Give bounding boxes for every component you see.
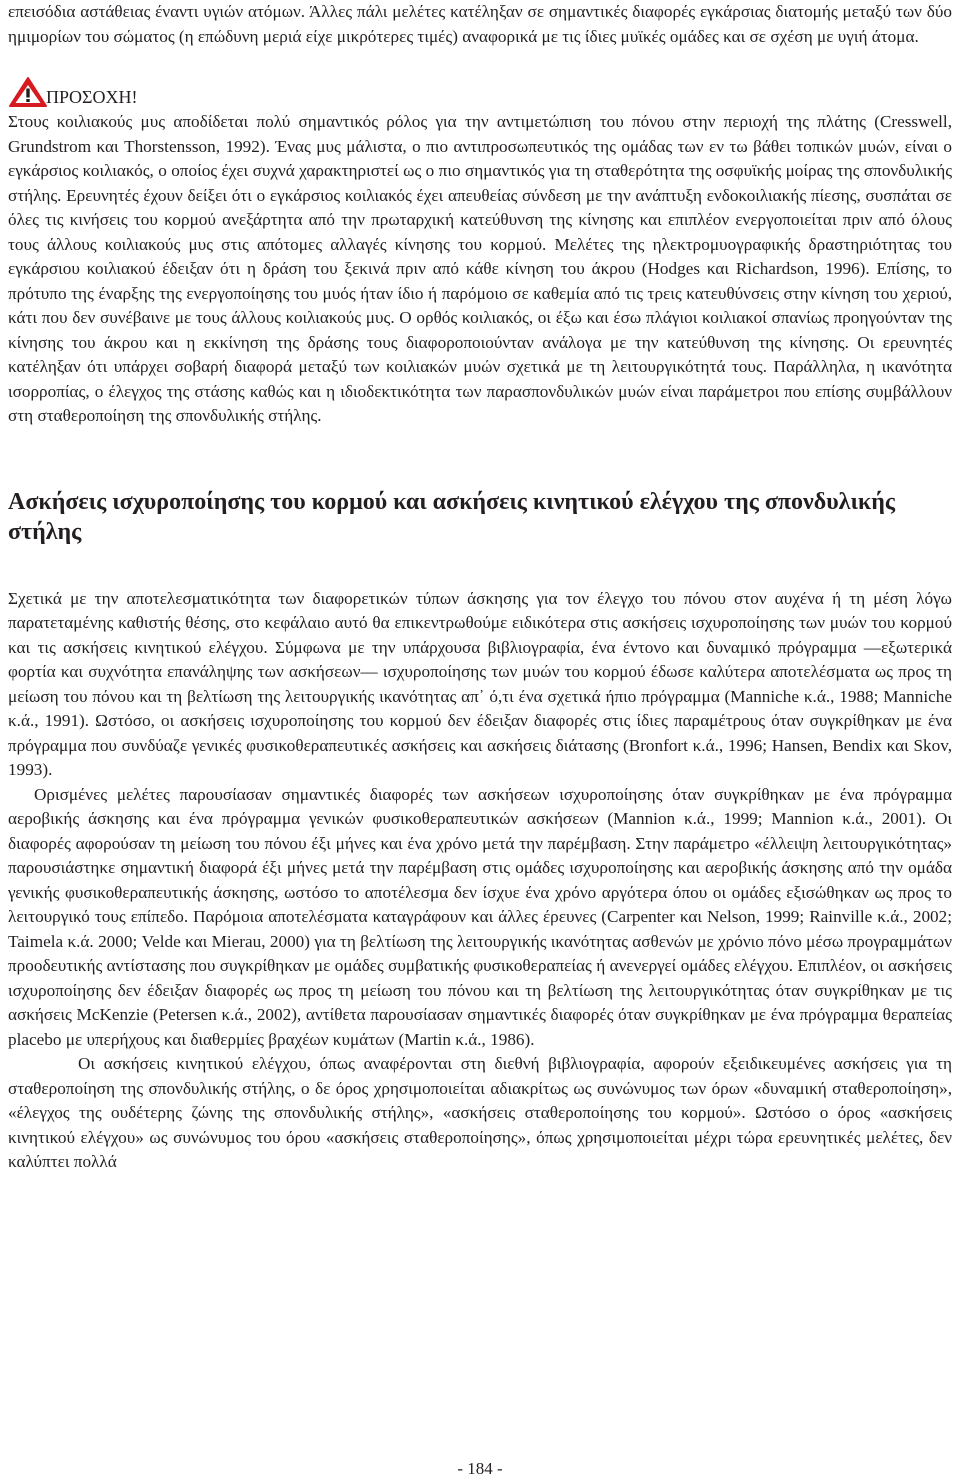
- attention-header: [8, 74, 952, 108]
- intro-paragraph: επεισόδια αστάθειας έναντι υγιών ατόμων. Άλλες πάλι μελέτες κατέληξαν σε σημαντικές διαφορές εγκάρσιας διατομής μεταξύ των δύο ημιμορίων του σώματος (η επώδυνη μεριά είχε μικρότερες τιμές) αναφορικά με τις ίδιες μυϊκές ομάδες και σε σχέση με υγιή άτομα.: [8, 2, 952, 46]
- section-paragraph-3: Οι ασκήσεις κινητικού ελέγχου, όπως αναφέρονται στη διεθνή βιβλιογραφία, αφορούν εξειδικευμένες ασκήσεις για τη σταθεροποίηση της σπονδυλικής στήλης, ο δε όρος χρησιμοποιείται αδιακρίτως ως συνώνυμος των όρων «δυναμική σταθεροποίηση», «έλεγχος της ουδέτερης ζώνης της σπονδυλικής στήλης», «ασκήσεις σταθεροποίησης του κορμού». Ωστόσο ο όρος «ασκήσεις κινητικού ελέγχου» ως συνώνυμος του όρου «ασκήσεις σταθεροποίησης», όπως χρησιμοποιείται μέχρι τώρα ερευνητικές μελέτες, δεν καλύπτει πολλά: [8, 1054, 952, 1171]
- section-paragraph-2: Ορισμένες μελέτες παρουσίασαν σημαντικές διαφορές των ασκήσεων ισχυροποίησης όταν συγκρίθηκαν με ένα πρόγραμμα αεροβικής άσκησης και ένα πρόγραμμα γενικών φυσικοθεραπευτικών ασκήσεων (Mannion κ.ά., 1999; Mannion κ.ά., 2001). Οι διαφορές αφορούσαν τη μείωση του πόνου έξι μήνες και ένα χρόνο μετά την παρέμβαση. Στην παράμετρο «έλλειψη λειτουργικότητας» παρουσιάστηκε σημαντική διαφορά έξι μήνες μετά την παρέμβαση στις ομάδες ισχυροποίησης και αεροβικής άσκησης από την ομάδα γενικής φυσικοθεραπευτικής άσκησης, ωστόσο το αποτέλεσμα δεν ίσχυε ένα χρόνο αργότερα όπου οι ομάδες εξισώθηκαν ως προς το λειτουργικό τους επίπεδο. Παρόμοια αποτελέσματα καταγράφουν και άλλες έρευνες (Carpenter και Nelson, 1999; Rainville κ.ά., 2002; Taimela κ.ά. 2000; Velde και Mierau, 2000) για τη βελτίωση της λειτουργικής ικανότητας ασθενών με χρόνιο πόνο μέσω προγραμμάτων προοδευτικής αντίστασης που συγκρίθηκαν με ομάδες συμβατικής φυσικοθεραπείας ή ανενεργεί ομάδες ελέγχου. Επιπλέον, οι ασκήσεις ισχυροποίησης δεν έδειξαν διαφορές ως προς τη μείωση του πόνου και τη βελτίωση της λειτουργικότητας όταν συγκρίθηκαν με τις ασκήσεις McKenzie (Petersen κ.ά., 2002), αντίθετα παρουσίασαν σημαντικές διαφορές όταν συγκρίθηκαν με ένα πρόγραμμα θεραπείας placebo με υπερήχους και διαθερμίες βραχέων κυμάτων (Martin κ.ά., 1986).: [8, 784, 952, 1049]
- attention-box: [8, 74, 952, 429]
- attention-label: ΠΡΟΣΟΧΗ!: [46, 87, 138, 107]
- warning-triangle-icon: [8, 76, 48, 108]
- page-number: - 184 -: [457, 1459, 503, 1478]
- attention-paragraph: Στους κοιλιακούς μυς αποδίδεται πολύ σημαντικός ρόλος για την αντιμετώπιση του πόνου στην περιοχή της πλάτης (Cresswell, Grundstrom και Thorstensson, 1992). Ένας μυς μάλιστα, ο πιο αντιπροσωπευτικός της ομάδας των εν τω βάθει τοπικών μυών, είναι ο εγκάρσιος κοιλιακός, ο οποίος έχει συχνά χαρακτηριστεί ως ο πιο σημαντικός για τη σταθερότητα της οσφυϊκής μοίρας της σπονδυλικής στήλης. Ερευνητές έχουν δείξει ότι ο εγκάρσιος κοιλιακός έχει απευθείας σύνδεση με την ανάπτυξη ενδοκοιλιακής πίεσης, συσπάται σε όλες τις κινήσεις του κορμού ανεξάρτητα από την πρωταρχική κατεύθυνση της κίνησης και επιπλέον ενεργοποιείται πριν από όλους τους άλλους κοιλιακούς μυς στις απότομες αλλαγές κίνησης του κορμού. Μελέτες της ηλεκτρομυογραφικής δραστηριότητας του εγκάρσιου κοιλιακού έδειξαν ότι η δράση του ξεκινά πριν από κάθε κίνηση του άκρου (Hodges και Richardson, 1996). Επίσης, το πρότυπο της έναρξης της ενεργοποίησης του μυός ήταν ίδιο ή παρόμοιο σε καθεμία από τις τρεις κατευθύνσεις στην κίνηση του χεριού, κάτι που δεν συνέβαινε με τους άλλους κοιλιακούς μυς. Ο ορθός κοιλιακός, οι έξω και έσω πλάγιοι κοιλιακοί σπανίως προηγούνταν της κίνησης του άκρου και η εκκίνηση της δράσης τους διαφοροποιούνταν ανάλογα με την κατεύθυνση της κίνησης. Οι ερευνητές κατέληξαν ότι υπάρχει σοβαρή διαφορά μεταξύ των κοιλιακών μυών σχετικά με τη λειτουργικότητά τους. Παράλληλα, η ικανότητα ισορροπίας, ο έλεγχος της στάσης καθώς και η ιδιοδεκτικότητα των παρασπονδυλικών μυών είναι παράμετροι που επίσης συμβάλλουν στη σταθεροποίηση της σπονδυλικής στήλης.: [8, 112, 952, 425]
- section-heading: Ασκήσεις ισχυροποίησης του κορμού και ασκήσεις κινητικού ελέγχου της σπονδυλικής στήλης: [8, 488, 895, 545]
- section-paragraph-1: Σχετικά με την αποτελεσματικότητα των διαφορετικών τύπων άσκησης για τον έλεγχο του πόνου στον αυχένα ή τη μέση λόγω παρατεταμένης καθιστής θέσης, στο κεφάλαιο αυτό θα επικεντρωθούμε ειδικότερα στις ασκήσεις ισχυροποίησης των μυών του κορμού και τις ασκήσεις κινητικού ελέγχου. Σύμφωνα με την υπάρχουσα βιβλιογραφία, ένα έντονο και δυναμικό πρόγραμμα —εξωτερικά φορτία και συχνότητα επανάληψης των ασκήσεων— ισχυροποίησης των μυών του κορμού έδωσε καλύτερα αποτελέσματα ως προς τη μείωση του πόνου και τη βελτίωση της λειτουργικής ικανότητας απ᾽ ό,τι ένα σχετικά ήπιο πρόγραμμα (Manniche κ.ά., 1988; Manniche κ.ά., 1991). Ωστόσο, οι ασκήσεις ισχυροποίησης του κορμού δεν έδειξαν διαφορές στις ίδιες παραμέτρους όταν συγκρίθηκαν με ένα πρόγραμμα που συνδύαζε γενικές φυσικοθεραπευτικές ασκήσεις και ασκήσεις διάτασης (Bronfort κ.ά., 1996; Hansen, Bendix και Skov, 1993).: [8, 588, 952, 779]
- document-page: [8, 0, 952, 1175]
